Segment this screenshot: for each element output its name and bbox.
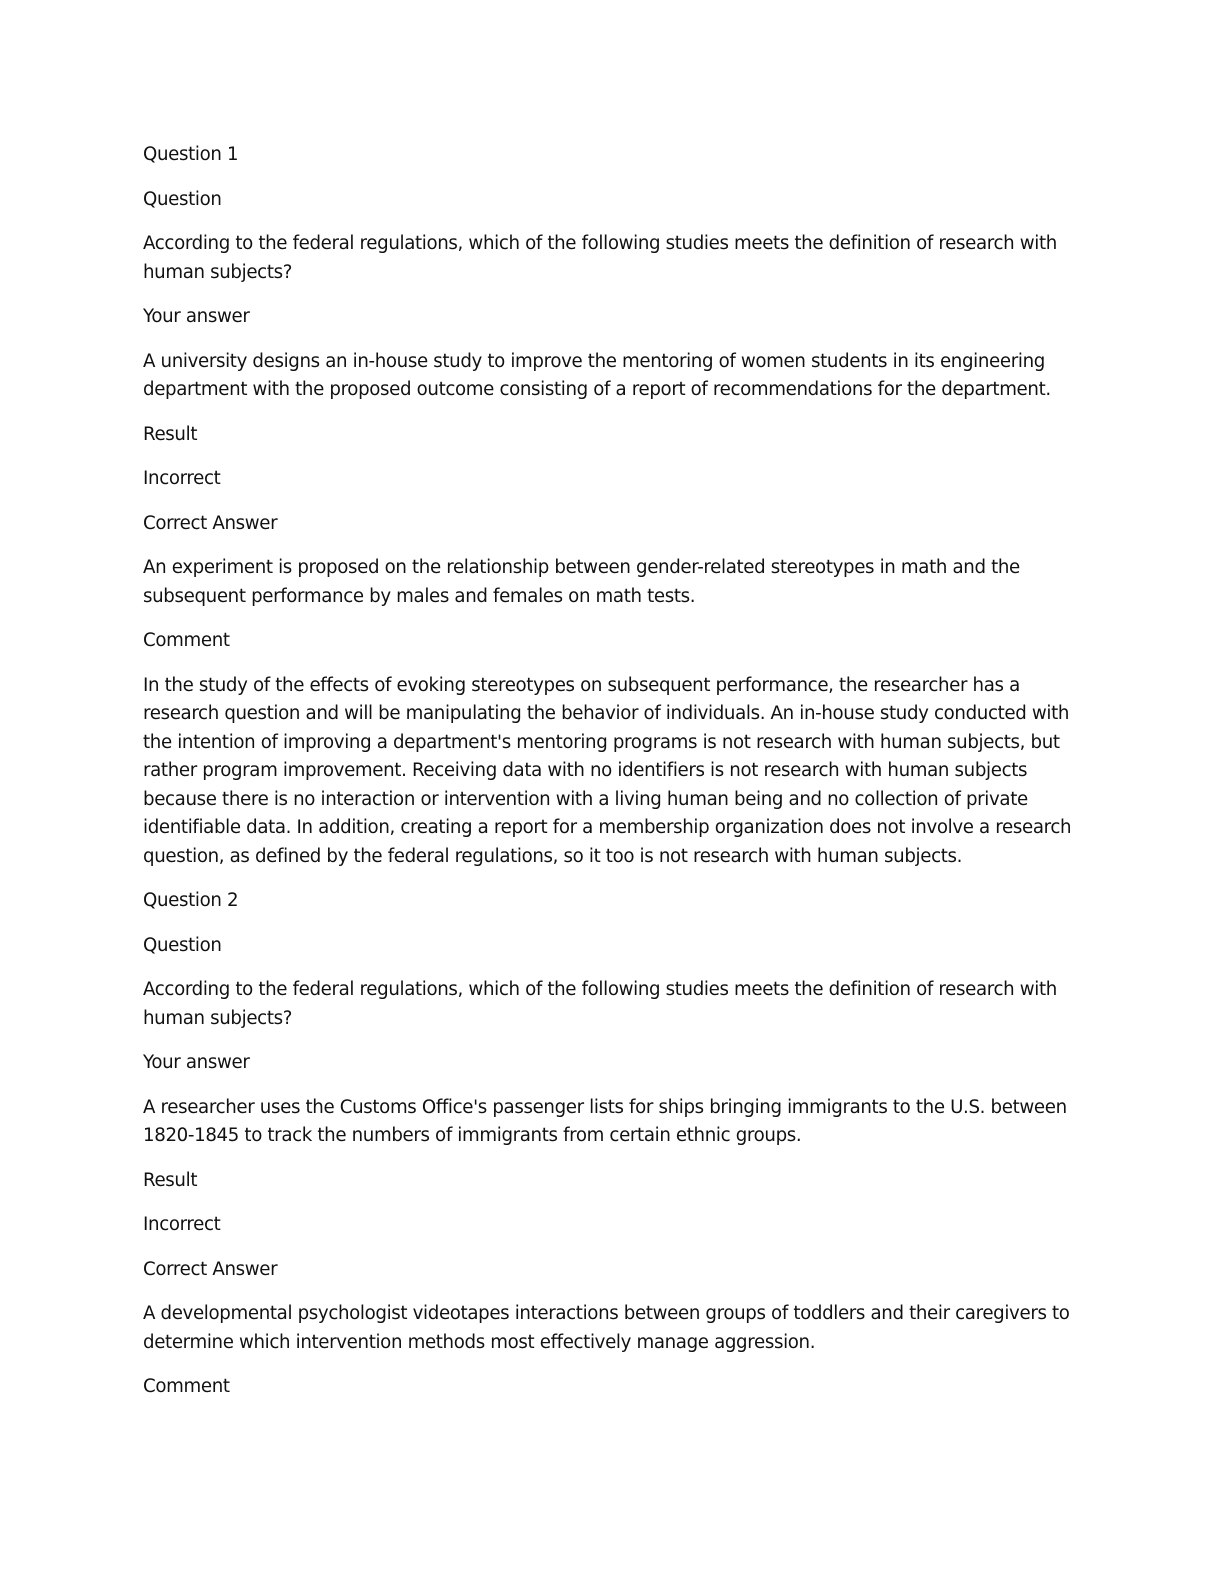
question-1-block <box>143 141 1078 871</box>
question-1-text: According to the federal regulations, which of the following studies meets the definition of research with human subjects? <box>143 233 1057 283</box>
question-1-label: Question <box>143 188 222 210</box>
question-1-comment-text: In the study of the effects of evoking stereotypes on subsequent performance, the researcher has a research question and will be manipulating the behavior of individuals. An in-house study conducted with the intention of improving a department's mentoring programs is not research with human subjects, but rather program improvement. Receiving data with no identifiers is not research with human subjects because there is no interaction or intervention with a living human being and no collection of private identifiable data. In addition, creating a report for a membership organization does not involve a research question, as defined by the federal regulations, so it too is not research with human subjects. <box>143 674 1072 867</box>
question-1-result-value: Incorrect <box>143 468 221 489</box>
question-2-label: Question <box>143 934 222 956</box>
question-2-your-answer-label: Your answer <box>143 1052 250 1073</box>
question-1-your-answer-label: Your answer <box>143 306 250 327</box>
question-1-correct-answer-text: An experiment is proposed on the relationship between gender-related stereotypes in math and the subsequent performance by males and females on math tests. <box>143 557 1020 607</box>
question-1-comment-label: Comment <box>143 630 230 651</box>
question-1-title: Question 1 <box>143 144 239 165</box>
question-2-result-label: Result <box>143 1169 198 1191</box>
question-2-result-value: Incorrect <box>143 1214 221 1235</box>
question-2-text: According to the federal regulations, which of the following studies meets the definition of research with human subjects? <box>143 979 1057 1029</box>
question-2-block <box>143 887 1078 1402</box>
document-page <box>143 141 1078 1418</box>
question-1-result-label: Result <box>143 423 198 445</box>
question-2-title: Question 2 <box>143 890 239 911</box>
question-2-your-answer-text: A researcher uses the Customs Office's passenger lists for ships bringing immigrants to the U.S. between 1820-1845 to track the numbers of immigrants from certain ethnic groups. <box>143 1096 1067 1146</box>
question-2-correct-answer-text: A developmental psychologist videotapes interactions between groups of toddlers and their caregivers to determine which intervention methods most effectively manage aggression. <box>143 1303 1070 1353</box>
question-2-comment-label: Comment <box>143 1376 230 1397</box>
question-1-your-answer-text: A university designs an in-house study to improve the mentoring of women students in its engineering department with the proposed outcome consisting of a report of recommendations for the department. <box>143 350 1051 400</box>
question-1-correct-answer-label: Correct Answer <box>143 512 278 534</box>
question-2-correct-answer-label: Correct Answer <box>143 1258 278 1280</box>
